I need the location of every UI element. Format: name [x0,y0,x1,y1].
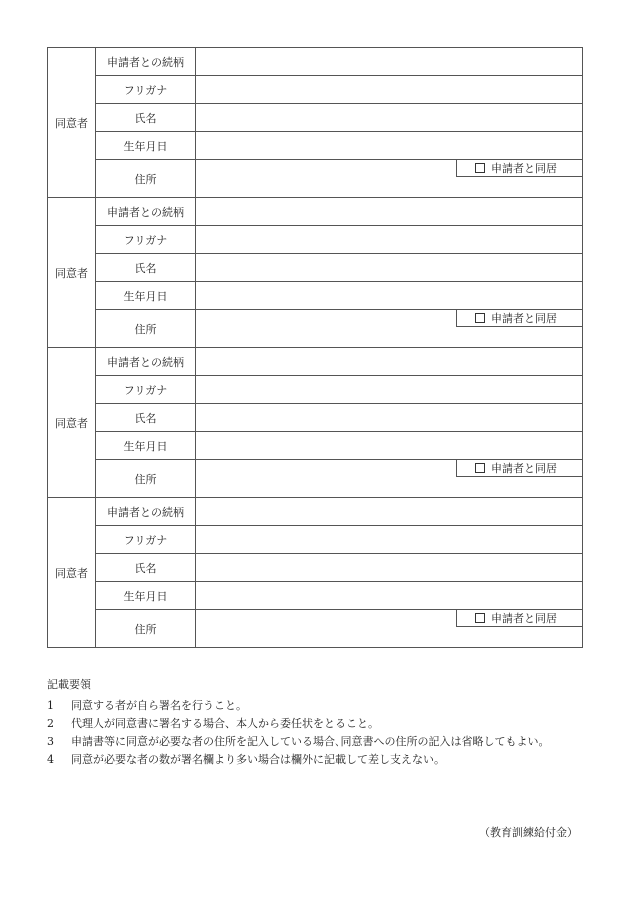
field-label-birthdate: 生年月日 [96,132,196,160]
furigana-field[interactable] [196,76,583,104]
relationship-field[interactable] [196,498,583,526]
cohabit-option[interactable] [456,610,582,627]
cohabit-option[interactable] [456,160,582,177]
checkbox-icon[interactable] [475,463,485,473]
address-field[interactable] [196,610,583,648]
field-label-furigana: フリガナ [96,226,196,254]
instruction-text: 代理人が同意書に署名する場合、本人から委任状をとること。 [71,717,379,730]
name-field[interactable] [196,404,583,432]
cohabit-option[interactable] [456,460,582,477]
birthdate-field[interactable] [196,282,583,310]
furigana-field[interactable] [196,376,583,404]
field-label-relationship: 申請者との続柄 [96,48,196,76]
checkbox-icon[interactable] [475,163,485,173]
consent-table [47,47,583,648]
checkbox-icon[interactable] [475,313,485,323]
birthdate-field[interactable] [196,582,583,610]
address-field[interactable] [196,460,583,498]
field-label-birthdate: 生年月日 [96,282,196,310]
field-label-name: 氏名 [96,554,196,582]
instruction-item [47,697,550,715]
instruction-text: 申請書等に同意が必要な者の住所を記入している場合､同意書への住所の記入は省略してもよい。 [71,735,550,748]
birthdate-field[interactable] [196,432,583,460]
name-field[interactable] [196,254,583,282]
group-label: 同意者 [48,498,96,648]
cohabit-label: 申請者と同居 [491,612,557,625]
field-label-address: 住所 [96,160,196,198]
cohabit-label: 申請者と同居 [491,312,557,325]
field-label-furigana: フリガナ [96,76,196,104]
relationship-field[interactable] [196,48,583,76]
field-label-address: 住所 [96,460,196,498]
group-label: 同意者 [48,348,96,498]
relationship-field[interactable] [196,198,583,226]
cohabit-option[interactable] [456,310,582,327]
furigana-field[interactable] [196,226,583,254]
field-label-relationship: 申請者との続柄 [96,198,196,226]
instruction-number: 3 [47,735,54,748]
address-field[interactable] [196,310,583,348]
instruction-number: 2 [47,717,54,730]
group-label: 同意者 [48,198,96,348]
group-label: 同意者 [48,48,96,198]
instructions [47,676,550,769]
field-label-address: 住所 [96,610,196,648]
name-field[interactable] [196,554,583,582]
instruction-item [47,733,550,751]
instruction-item [47,751,550,769]
field-label-furigana: フリガナ [96,526,196,554]
field-label-birthdate: 生年月日 [96,582,196,610]
instruction-item [47,715,550,733]
instruction-number: 1 [47,699,54,712]
checkbox-icon[interactable] [475,613,485,623]
birthdate-field[interactable] [196,132,583,160]
address-field[interactable] [196,160,583,198]
furigana-field[interactable] [196,526,583,554]
instruction-text: 同意する者が自ら署名を行うこと。 [71,699,247,712]
field-label-birthdate: 生年月日 [96,432,196,460]
field-label-relationship: 申請者との続柄 [96,348,196,376]
field-label-name: 氏名 [96,104,196,132]
instructions-title: 記載要領 [47,678,91,691]
field-label-name: 氏名 [96,404,196,432]
relationship-field[interactable] [196,348,583,376]
instruction-text: 同意が必要な者の数が署名欄より多い場合は欄外に記載して差し支えない。 [71,753,445,766]
field-label-name: 氏名 [96,254,196,282]
instruction-number: 4 [47,753,54,766]
field-label-relationship: 申請者との続柄 [96,498,196,526]
cohabit-label: 申請者と同居 [491,462,557,475]
cohabit-label: 申請者と同居 [491,162,557,175]
name-field[interactable] [196,104,583,132]
field-label-address: 住所 [96,310,196,348]
footer-note: （教育訓練給付金） [479,826,578,839]
field-label-furigana: フリガナ [96,376,196,404]
